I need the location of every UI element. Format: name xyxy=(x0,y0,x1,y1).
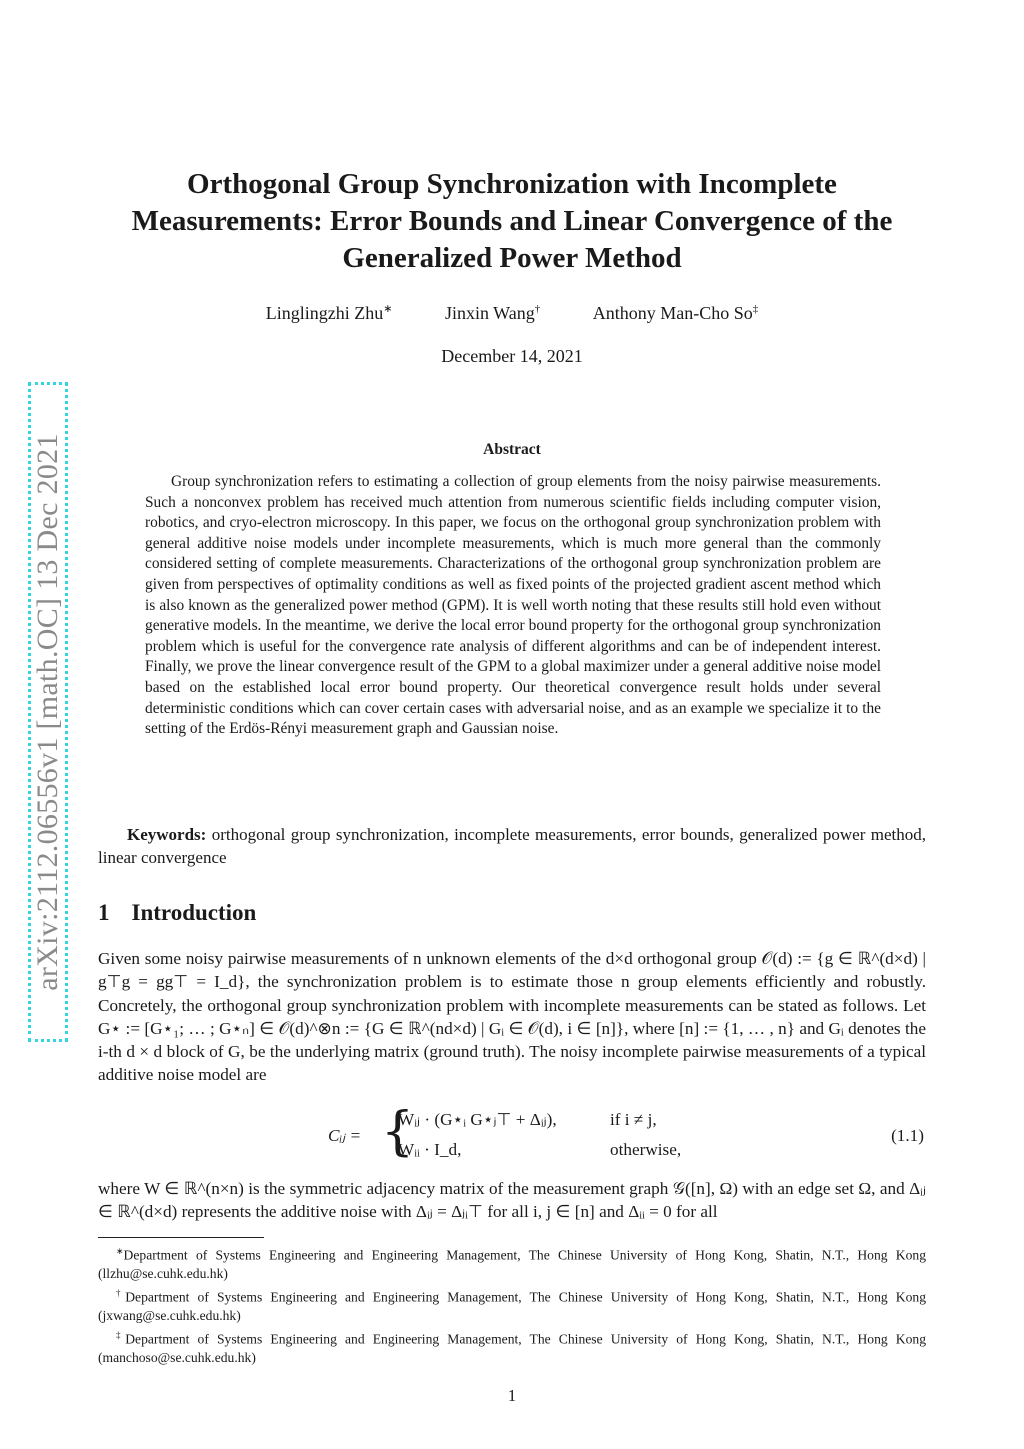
footnote: ∗Department of Systems Engineering and Engineering Management, The Chinese University of Hong Kong, Shatin, N.T., Hong Kong (llzhu@se.cuhk.edu.hk) xyxy=(98,1246,926,1282)
footnotes xyxy=(98,1242,926,1368)
keywords xyxy=(98,823,926,869)
keywords-label: Keywords: xyxy=(127,825,207,844)
equation-condition-2: otherwise, xyxy=(610,1140,682,1159)
footnote: †Department of Systems Engineering and Engineering Management, The Chinese University of Hong Kong, Shatin, N.T., Hong Kong (jxwang@se.cuhk.edu.hk) xyxy=(98,1287,926,1324)
footnote-divider xyxy=(98,1237,264,1238)
body-paragraph: where W ∈ ℝ^(n×n) is the symmetric adjacency matrix of the measurement graph 𝒢([n], Ω) with an edge set Ω, and Δᵢⱼ ∈ ℝ^(d×d) represents the additive noise with Δᵢⱼ = Δⱼᵢ⊤ for all i, j ∈ [n] and Δᵢᵢ = 0 for all xyxy=(98,1179,926,1222)
author: Jinxin Wang† xyxy=(444,303,541,323)
section-title: Introduction xyxy=(131,900,257,925)
paper-title: Orthogonal Group Synchronization with Incomplete Measurements: Error Bounds and Linear Convergence of the Generalized Power Method xyxy=(131,168,893,274)
page-number: 1 xyxy=(507,1386,517,1405)
equation-number: (1.1) xyxy=(891,1126,924,1145)
keywords-text: orthogonal group synchronization, incomplete measurements, error bounds, generalized power method, linear convergence xyxy=(98,825,926,867)
author: Anthony Man-Cho So‡ xyxy=(592,303,759,323)
abstract-heading: Abstract xyxy=(483,441,541,458)
footnote: ‡Department of Systems Engineering and Engineering Management, The Chinese University of Hong Kong, Shatin, N.T., Hong Kong (manchoso@se.cuhk.edu.hk) xyxy=(98,1329,926,1366)
equation-brace: { xyxy=(381,1102,415,1162)
equation-case-1: Wᵢⱼ · (G⋆ᵢ G⋆ⱼ⊤ + Δᵢⱼ), xyxy=(398,1110,557,1129)
equation-case-2: Wᵢᵢ · I_d, xyxy=(398,1140,462,1159)
paper-date: December 14, 2021 xyxy=(441,346,583,366)
intro-paragraph: Given some noisy pairwise measurements of n unknown elements of the d×d orthogonal group 𝒪(d) := {g ∈ ℝ^(d×d) | g⊤g = gg⊤ = I_d}, the synchronization problem is to estimate those n group elements efficiently and robustly. Concretely, the orthogonal group synchronization problem with incomplete measurements can be stated as follows. Let G⋆ := [G⋆₁; … ; G⋆ₙ] ∈ 𝒪(d)^⊗n := {G ∈ ℝ^(nd×d) | Gᵢ ∈ 𝒪(d), i ∈ [n]}, where [n] := {1, … , n} and Gᵢ denotes the i-th d × d block of G, be the underlying matrix (ground truth). The noisy incomplete pairwise measurements of a typical additive noise model are xyxy=(98,949,926,1085)
equation-condition-1: if i ≠ j, xyxy=(610,1110,657,1129)
abstract-text: Group synchronization refers to estimating a collection of group elements from the noisy pairwise measurements. Such a nonconvex problem has received much attention from numerous scientific fields including computer vision, robotics, and cryo-electron microscopy. In this paper, we focus on the orthogonal group synchronization problem with general additive noise models under incomplete measurements, which is much more general than the commonly considered setting of complete measurements. Characterizations of the orthogonal group synchronization problem are given from perspectives of optimality conditions as well as fixed points of the projected gradient ascent method which is also known as the generalized power method (GPM). It is well worth noting that these results still hold even without generative models. In the meantime, we derive the local error bound property for the orthogonal group synchronization problem which is useful for the convergence rate analysis of different algorithms and can be of independent interest. Finally, we prove the linear convergence result of the GPM to a global maximizer under a general additive noise model based on the established local error bound property. Our theoretical convergence result holds under several deterministic conditions which can cover certain cases with adversarial noise, and as an example we specialize it to the setting of the Erdös-Rényi measurement graph and Gaussian noise. xyxy=(145,473,881,738)
equation-1-1 xyxy=(98,1102,926,1164)
section-number: 1 xyxy=(98,900,110,925)
arxiv-stamp[interactable] xyxy=(28,382,68,1042)
author: Linglingzhi Zhu∗ xyxy=(265,303,393,323)
equation-lhs: Cᵢⱼ = xyxy=(328,1126,362,1145)
section-heading xyxy=(98,900,256,926)
arxiv-id: arXiv:2112.06556v1 [math.OC] 13 Dec 2021 xyxy=(31,433,64,991)
author-list xyxy=(100,302,924,324)
